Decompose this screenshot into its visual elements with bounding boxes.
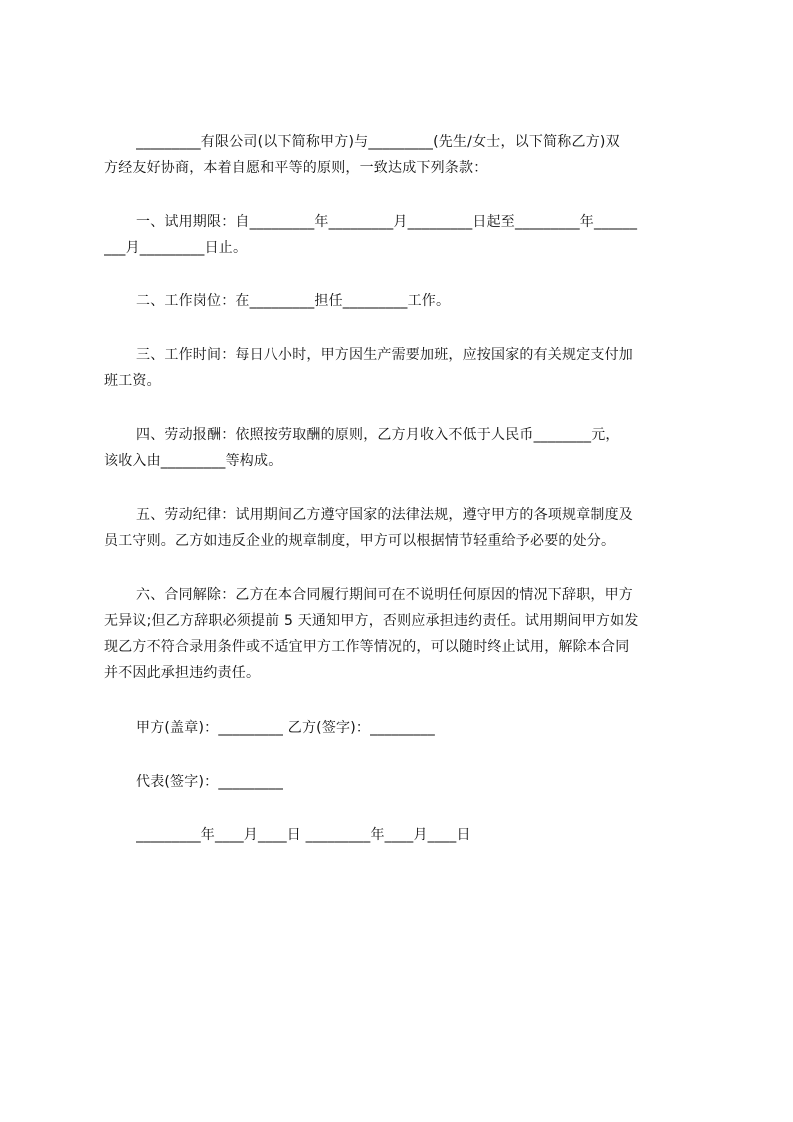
intro-line-1: _________有限公司(以下简称甲方)与_________(先生/女士，以下简称乙方)双 [136,134,620,150]
clause-4-line-2: 该收入由_________等构成。 [104,453,283,469]
clause-4-line-1: 四、劳动报酬：依照按劳取酬的原则，乙方月收入不低于人民币________元， [136,427,620,443]
clause-1-line-1: 一、试用期限：自_________年_________月_________日起至_________年______ [136,214,638,230]
clause-1-line-2: ___月_________日止。 [104,240,248,256]
clause-6-line-3: 现乙方不符合录用条件或不适宜甲方工作等情况的，可以随时终止试用，解除本合同 [104,639,630,655]
signature-line-parties: 甲方(盖章)：_________ 乙方(签字)：_________ [136,720,435,736]
clause-6-line-4: 并不因此承担违约责任。 [104,665,261,681]
clause-5-line-2: 员工守则。乙方如违反企业的规章制度，甲方可以根据情节轻重给予必要的处分。 [104,533,616,549]
intro-line-2: 方经友好协商，本着自愿和平等的原则，一致达成下列条款： [104,160,488,176]
clause-3-line-1: 三、工作时间：每日八小时，甲方因生产需要加班，应按国家的有关规定支付加 [136,347,633,363]
clause-6-line-2: 无异议;但乙方辞职必须提前 5 天通知甲方，否则应承担违约责任。试用期间甲方如发 [104,613,639,629]
clause-2-line-1: 二、工作岗位：在_________担任_________工作。 [136,293,451,309]
signature-line-representative: 代表(签字)：_________ [136,774,284,790]
clause-3-line-2: 班工资。 [104,373,161,389]
signature-line-dates: _________年____月____日 _________年____月____日 [136,827,471,843]
clause-6-line-1: 六、合同解除：乙方在本合同履行期间可在不说明任何原因的情况下辞职，甲方 [136,587,633,603]
clause-5-line-1: 五、劳动纪律：试用期间乙方遵守国家的法律法规，遵守甲方的各项规章制度及 [136,507,633,523]
